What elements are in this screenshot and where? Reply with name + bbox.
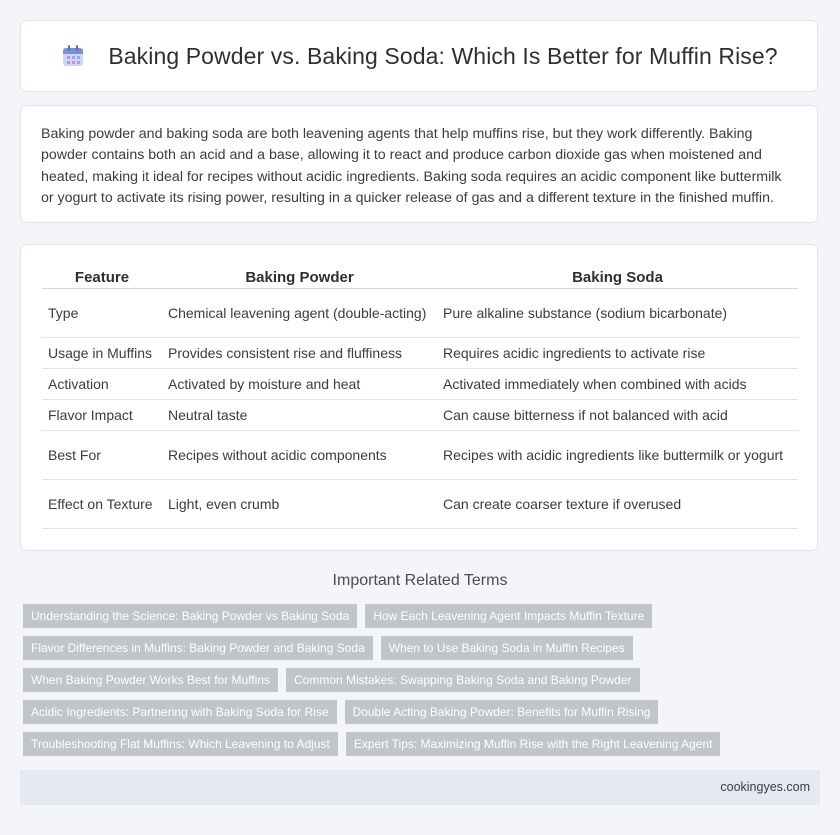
related-term-tag[interactable]: When to Use Baking Soda in Muffin Recipes bbox=[381, 636, 633, 660]
related-term-tag[interactable]: Double Acting Baking Powder: Benefits for Muffin Rising bbox=[345, 700, 659, 724]
table-cell: Flavor Impact bbox=[42, 400, 162, 431]
related-term-tag[interactable]: Understanding the Science: Baking Powder vs Baking Soda bbox=[23, 604, 357, 628]
table-row bbox=[42, 431, 798, 480]
related-term-tag[interactable]: Acidic Ingredients: Partnering with Baking Soda for Rise bbox=[23, 700, 337, 724]
column-header: Baking Powder bbox=[162, 261, 437, 289]
related-term-tag[interactable]: How Each Leavening Agent Impacts Muffin Texture bbox=[365, 604, 652, 628]
table-cell: Provides consistent rise and fluffiness bbox=[162, 338, 437, 369]
site-link[interactable]: cookingyes.com bbox=[720, 780, 810, 794]
table-cell: Activation bbox=[42, 369, 162, 400]
related-term-tag[interactable]: Expert Tips: Maximizing Muffin Rise with the Right Leavening Agent bbox=[346, 732, 721, 756]
table-row bbox=[42, 369, 798, 400]
table-cell: Effect on Texture bbox=[42, 480, 162, 529]
title-card bbox=[20, 20, 818, 92]
comparison-card bbox=[20, 244, 818, 551]
related-terms-list bbox=[23, 604, 823, 764]
table-cell: Pure alkaline substance (sodium bicarbonate) bbox=[437, 289, 798, 338]
table-cell: Type bbox=[42, 289, 162, 338]
calendar-icon bbox=[60, 43, 86, 69]
comparison-table bbox=[42, 261, 798, 529]
table-cell: Best For bbox=[42, 431, 162, 480]
related-terms-title: Important Related Terms bbox=[332, 572, 508, 589]
table-header-row bbox=[42, 261, 798, 289]
related-term-tag[interactable]: Troubleshooting Flat Muffins: Which Leavening to Adjust bbox=[23, 732, 338, 756]
page-title: Baking Powder vs. Baking Soda: Which Is Better for Muffin Rise? bbox=[108, 42, 778, 69]
table-cell: Neutral taste bbox=[162, 400, 437, 431]
table-cell: Can create coarser texture if overused bbox=[437, 480, 798, 529]
table-cell: Recipes with acidic ingredients like buttermilk or yogurt bbox=[437, 431, 798, 480]
intro-text: Baking powder and baking soda are both leavening agents that help muffins rise, but they work differently. Baking powder contains both an acid and a base, allowing it to react and produce carbon dioxide gas when moistened and heated, making it ideal for recipes without acidic ingredients. Baking soda requires an acidic component like buttermilk or yogurt to activate its rising power, resulting in a quicker release of gas and a different texture in the finished muffin. bbox=[41, 126, 782, 206]
column-header: Feature bbox=[42, 261, 162, 289]
table-cell: Usage in Muffins bbox=[42, 338, 162, 369]
table-cell: Requires acidic ingredients to activate rise bbox=[437, 338, 798, 369]
table-cell: Activated by moisture and heat bbox=[162, 369, 437, 400]
table-cell: Can cause bitterness if not balanced with acid bbox=[437, 400, 798, 431]
footer bbox=[20, 770, 820, 805]
table-cell: Light, even crumb bbox=[162, 480, 437, 529]
related-term-tag[interactable]: Common Mistakes: Swapping Baking Soda and Baking Powder bbox=[286, 668, 640, 692]
table-cell: Recipes without acidic components bbox=[162, 431, 437, 480]
table-row bbox=[42, 289, 798, 338]
column-header: Baking Soda bbox=[437, 261, 798, 289]
table-row bbox=[42, 480, 798, 529]
intro-card bbox=[20, 105, 818, 223]
related-term-tag[interactable]: When Baking Powder Works Best for Muffins bbox=[23, 668, 278, 692]
table-row bbox=[42, 400, 798, 431]
table-cell: Chemical leavening agent (double-acting) bbox=[162, 289, 437, 338]
table-cell: Activated immediately when combined with acids bbox=[437, 369, 798, 400]
related-term-tag[interactable]: Flavor Differences in Muffins: Baking Powder and Baking Soda bbox=[23, 636, 373, 660]
table-row bbox=[42, 338, 798, 369]
